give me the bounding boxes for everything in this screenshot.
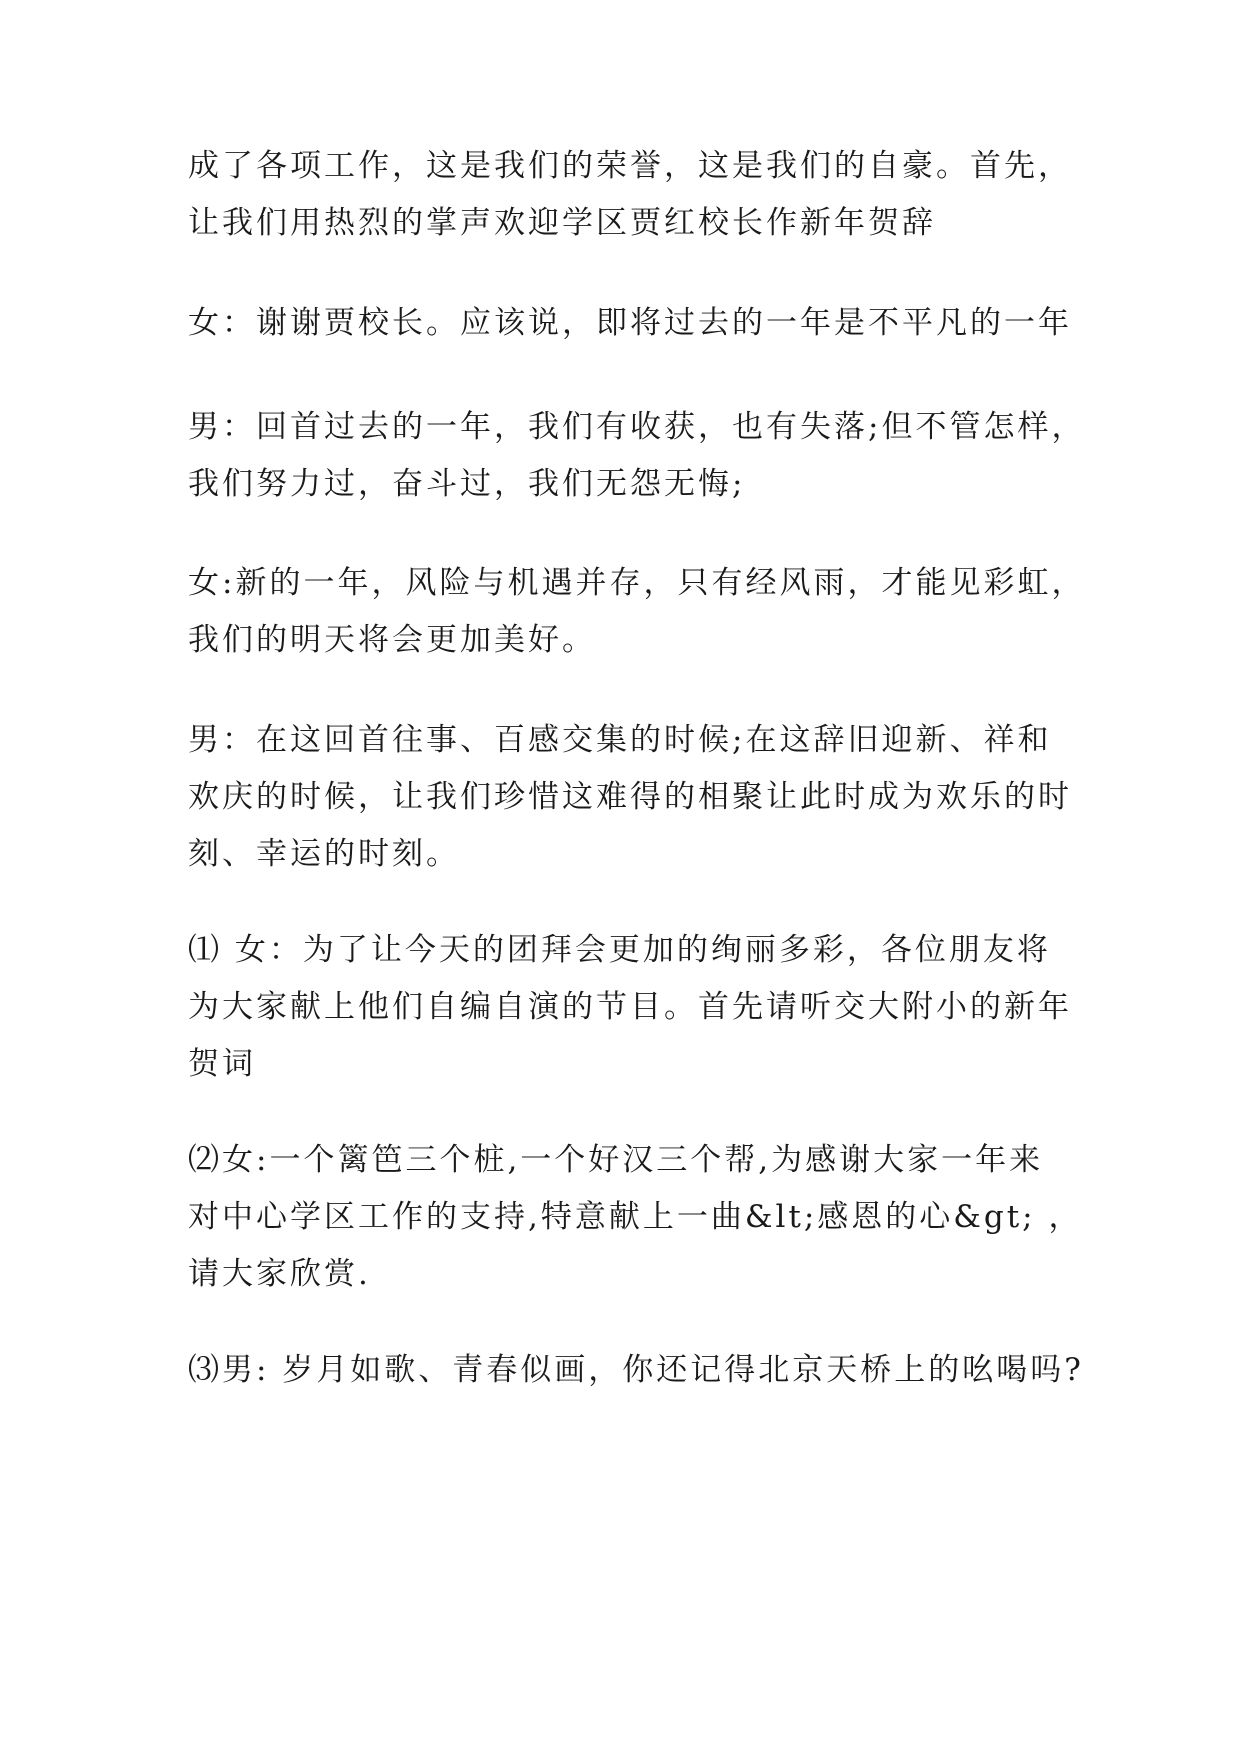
text-line: 让我们用热烈的掌声欢迎学区贾红校长作新年贺辞	[188, 205, 936, 241]
text-line: ⑵女:一个篱笆三个桩,一个好汉三个帮,为感谢大家一年来	[188, 1142, 1044, 1178]
text-line: 男：在这回首往事、百感交集的时候;在这辞旧迎新、祥和	[188, 722, 1052, 758]
text-line: 刻、幸运的时刻。	[188, 836, 460, 872]
text-line: 女:新的一年，风险与机遇并存，只有经风雨，才能见彩虹，	[188, 565, 1086, 601]
text-line: 我们的明天将会更加美好。	[188, 622, 596, 658]
paragraph-opening-remarks	[188, 138, 1072, 252]
paragraph-program-2	[188, 1132, 1083, 1303]
text-line: 男：回首过去的一年，我们有收获，也有失落;但不管怎样，	[188, 409, 1086, 445]
paragraph-program-1	[188, 922, 1072, 1093]
text-line: ⑴ 女：为了让今天的团拜会更加的绚丽多彩，各位朋友将	[188, 932, 1051, 968]
text-line: 女：谢谢贾校长。应该说，即将过去的一年是不平凡的一年	[188, 305, 1072, 341]
text-line: 为大家献上他们自编自演的节目。首先请听交大附小的新年	[188, 989, 1072, 1025]
text-line: 我们努力过，奋斗过，我们无怨无悔;	[188, 466, 746, 502]
paragraph-female-new-year	[188, 555, 1086, 669]
text-line: 欢庆的时候，让我们珍惜这难得的相聚让此时成为欢乐的时	[188, 779, 1072, 815]
paragraph-male-celebration	[188, 712, 1072, 883]
text-line: 对中心学区工作的支持,特意献上一曲&lt;感恩的心&gt; ，	[188, 1199, 1083, 1235]
text-line: ⑶男: 岁月如歌、青春似画，你还记得北京天桥上的吆喝吗?	[188, 1352, 1084, 1388]
text-line: 成了各项工作，这是我们的荣誉，这是我们的自豪。首先，	[188, 148, 1072, 184]
paragraph-female-thanks	[188, 295, 1072, 352]
paragraph-program-3	[188, 1342, 1084, 1399]
text-line: 请大家欣赏.	[188, 1256, 371, 1292]
paragraph-male-review	[188, 399, 1086, 513]
text-line: 贺词	[188, 1046, 256, 1082]
